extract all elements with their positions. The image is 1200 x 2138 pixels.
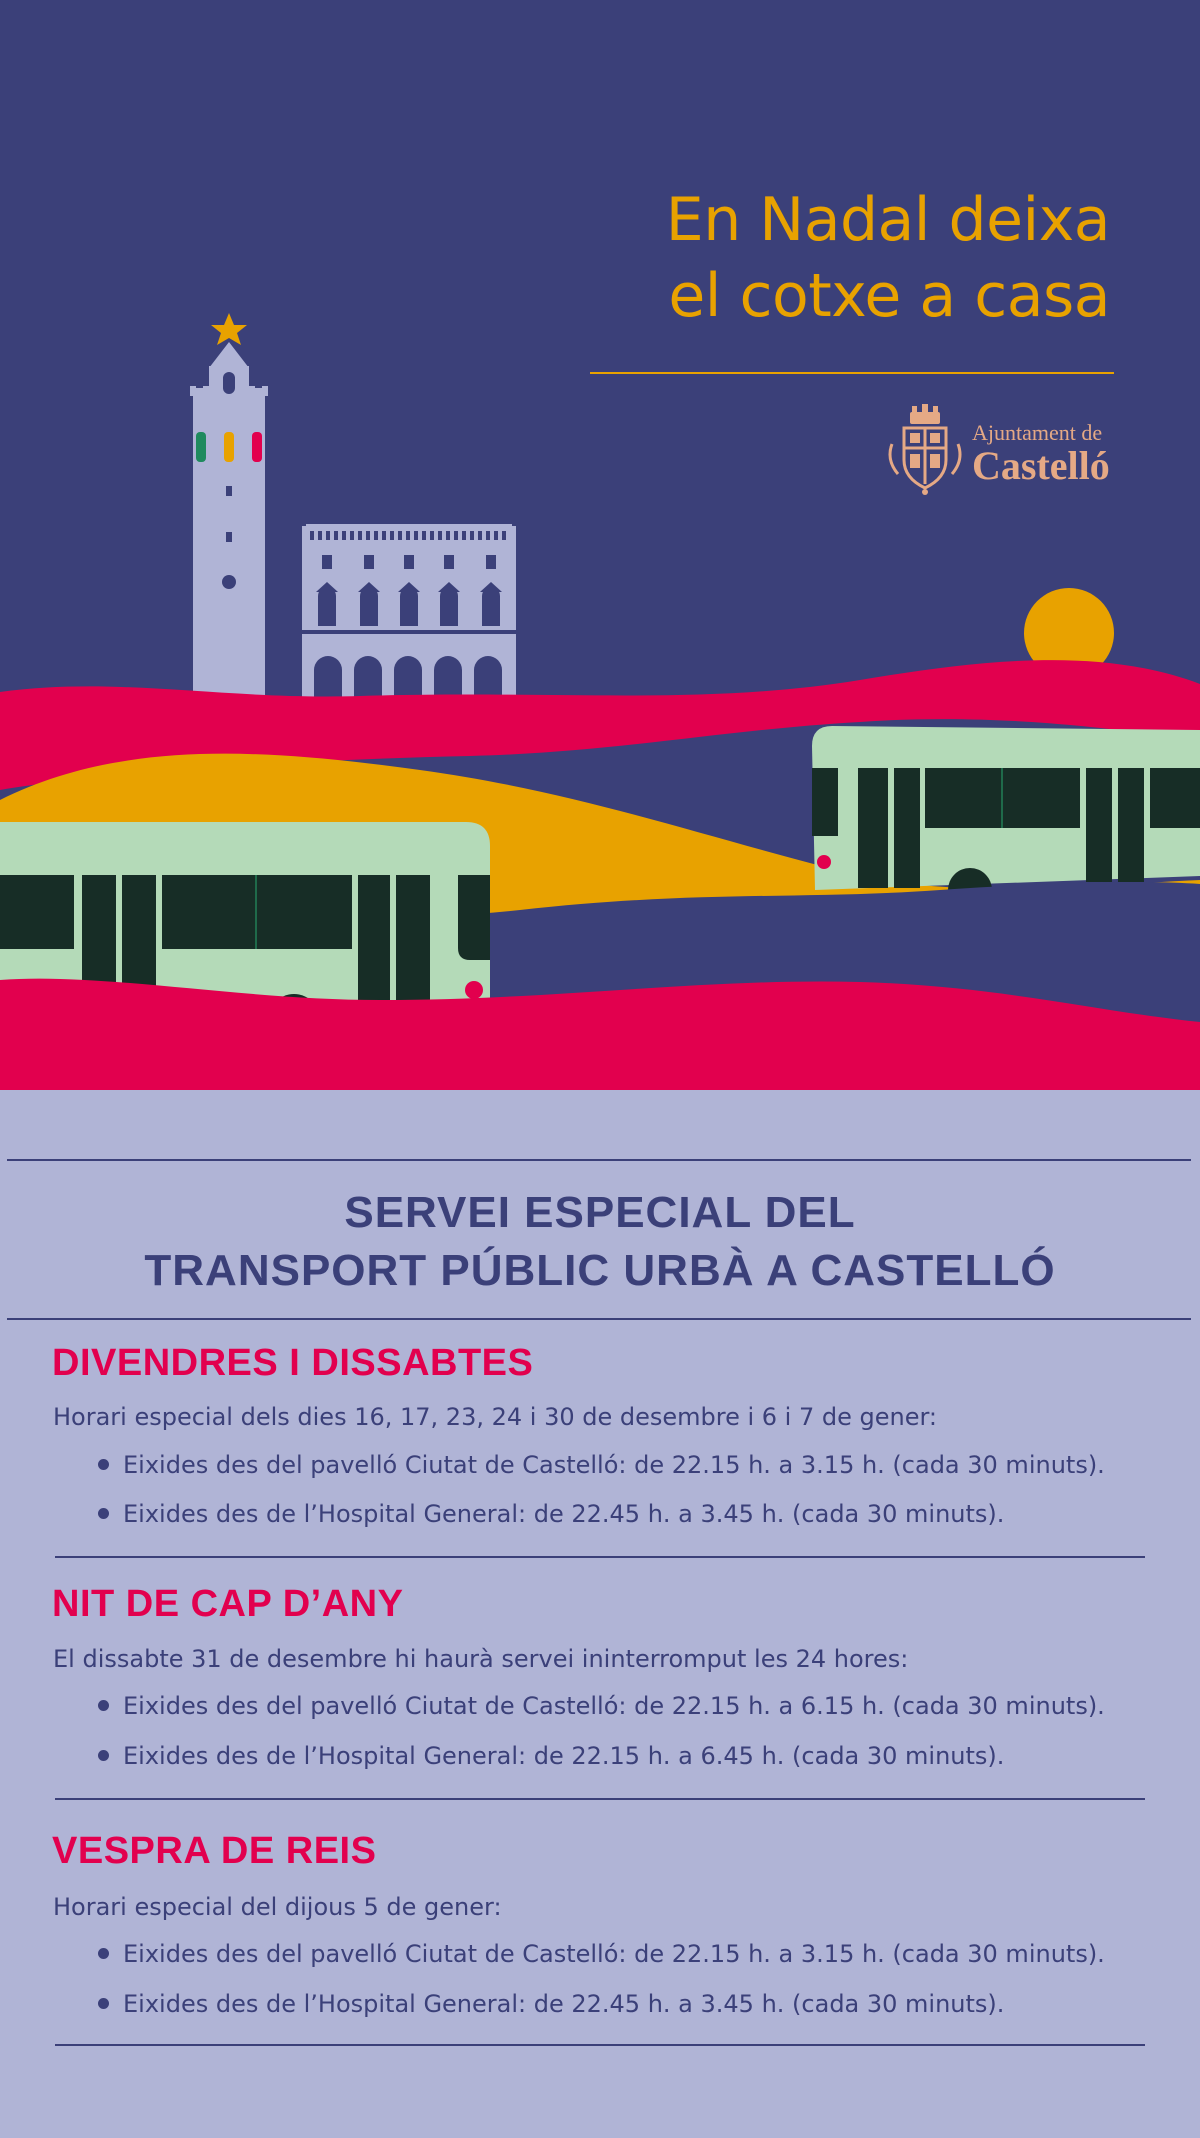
section-intro: Horari especial del dijous 5 de gener: bbox=[53, 1893, 502, 1921]
list-item bbox=[98, 1500, 1004, 1528]
headline-line-2: el cotxe a casa bbox=[668, 261, 1110, 331]
bell-tower-icon bbox=[190, 313, 268, 698]
list-item-text: Eixides des de l’Hospital General: de 22.45 h. a 3.45 h. (cada 30 minuts). bbox=[123, 1990, 1005, 2018]
list-item bbox=[98, 1692, 1105, 1720]
bullet-icon bbox=[98, 1700, 109, 1711]
headline-line-1: En Nadal deixa bbox=[665, 185, 1110, 255]
list-item-text: Eixides des del pavelló Ciutat de Castelló: de 22.15 h. a 3.15 h. (cada 30 minuts). bbox=[123, 1940, 1105, 1968]
section-title: NIT DE CAP D’ANY bbox=[52, 1583, 404, 1625]
section-title: DIVENDRES I DISSABTES bbox=[52, 1342, 534, 1384]
coat-of-arms-icon bbox=[884, 404, 966, 496]
list-item bbox=[98, 1742, 1004, 1770]
section-intro: Horari especial dels dies 16, 17, 23, 24 i 30 de desembre i 6 i 7 de gener: bbox=[53, 1403, 938, 1431]
bus-right-icon bbox=[812, 726, 1200, 890]
divider bbox=[55, 2044, 1145, 2046]
logo-text bbox=[972, 422, 1110, 486]
star-icon bbox=[211, 313, 247, 345]
bullet-icon bbox=[98, 1508, 109, 1519]
divider bbox=[7, 1318, 1191, 1320]
schedule-info bbox=[0, 1090, 1200, 2138]
main-title-line-2: TRANSPORT PÚBLIC URBÀ A CASTELLÓ bbox=[144, 1246, 1056, 1295]
list-item bbox=[98, 1940, 1105, 1968]
list-item bbox=[98, 1451, 1105, 1479]
bullet-icon bbox=[98, 1750, 109, 1761]
section-intro: El dissabte 31 de desembre hi haurà servei ininterromput les 24 hores: bbox=[53, 1645, 909, 1673]
town-hall-icon bbox=[302, 524, 516, 702]
list-item-text: Eixides des de l’Hospital General: de 22.45 h. a 3.45 h. (cada 30 minuts). bbox=[123, 1500, 1005, 1528]
logo-line-2: Castelló bbox=[972, 443, 1110, 488]
divider bbox=[55, 1798, 1145, 1800]
divider bbox=[55, 1556, 1145, 1558]
bullet-icon bbox=[98, 1998, 109, 2009]
section-title: VESPRA DE REIS bbox=[52, 1830, 377, 1872]
bullet-icon bbox=[98, 1948, 109, 1959]
list-item-text: Eixides des de l’Hospital General: de 22.15 h. a 6.45 h. (cada 30 minuts). bbox=[123, 1742, 1005, 1770]
divider bbox=[7, 1159, 1191, 1161]
main-title bbox=[0, 1184, 1200, 1300]
ajuntament-logo bbox=[884, 404, 1114, 496]
list-item-text: Eixides des del pavelló Ciutat de Castelló: de 22.15 h. a 3.15 h. (cada 30 minuts). bbox=[123, 1451, 1105, 1479]
logo-line-1: Ajuntament de bbox=[972, 420, 1103, 445]
list-item bbox=[98, 1990, 1004, 2018]
headline bbox=[666, 182, 1110, 334]
list-item-text: Eixides des del pavelló Ciutat de Castelló: de 22.15 h. a 6.15 h. (cada 30 minuts). bbox=[123, 1692, 1105, 1720]
bullet-icon bbox=[98, 1459, 109, 1470]
headline-divider bbox=[590, 372, 1114, 374]
main-title-line-1: SERVEI ESPECIAL DEL bbox=[344, 1188, 856, 1237]
